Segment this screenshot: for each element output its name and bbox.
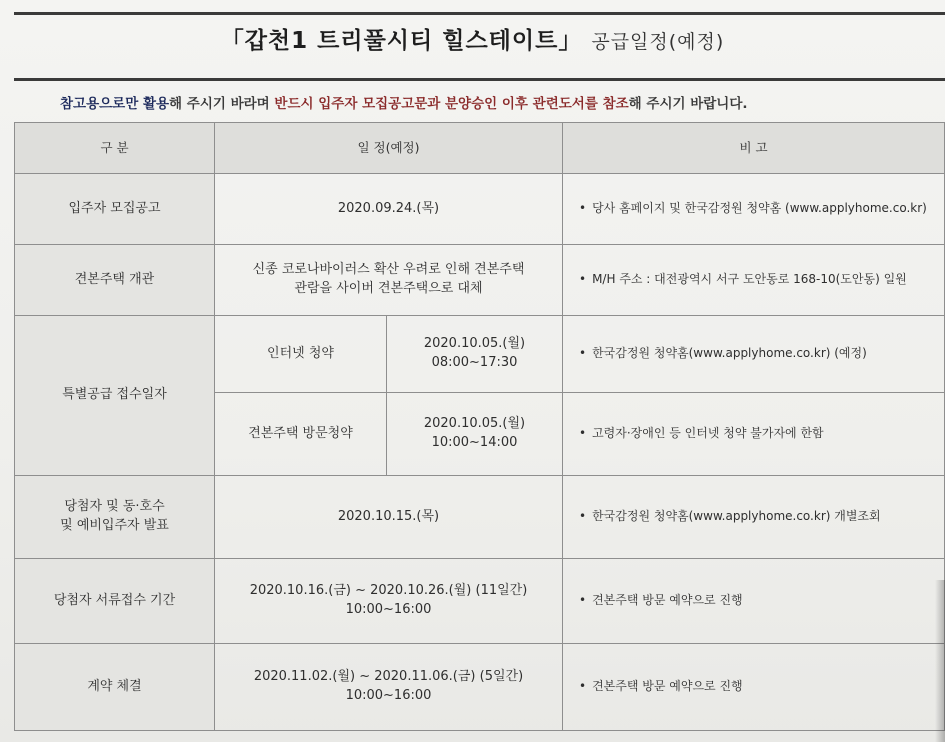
remark-text: 견본주택 방문 예약으로 진행	[592, 593, 743, 608]
header-remarks: 비 고	[563, 123, 945, 174]
schedule-line: 10:00~16:00	[345, 688, 432, 703]
bullet-icon: •	[579, 201, 587, 216]
remark-text: 한국감정원 청약홈(www.applyhome.co.kr) (예정)	[592, 346, 867, 361]
date-line: 2020.10.05.(월)	[423, 336, 526, 352]
bullet-icon: •	[579, 272, 587, 287]
title-underline	[14, 78, 945, 81]
row-label-documents: 당첨자 서류접수 기간	[15, 559, 215, 644]
schedule-line: 신종 코로나바이러스 확산 우려로 인해 견본주택	[252, 262, 525, 278]
row-schedule-documents	[215, 559, 563, 644]
label-line: 당첨자 및 동·호수	[64, 499, 165, 515]
row-remark-recruit	[563, 174, 945, 245]
row-remark-winners	[563, 476, 945, 559]
special-method-online: 인터넷 청약	[215, 316, 387, 393]
remark-text: M/H 주소 : 대전광역시 서구 도안동로 168-10(도안동) 일원	[592, 272, 907, 287]
row-label-recruit: 입주자 모집공고	[15, 174, 215, 245]
notice-part4: 해 주시기 바랍니다.	[628, 96, 748, 112]
page-edge-shadow	[935, 580, 945, 742]
row-label-special: 특별공급 접수일자	[15, 316, 215, 476]
table-row	[15, 476, 945, 559]
date-line: 2020.10.05.(월)	[423, 416, 526, 432]
table-header-row	[15, 123, 945, 174]
title-main: 「갑천1 트리풀시티 힐스테이트」	[220, 28, 583, 54]
remark-text: 한국감정원 청약홈(www.applyhome.co.kr) 개별조회	[592, 509, 881, 524]
table-row	[15, 245, 945, 316]
row-label-contract: 계약 체결	[15, 644, 215, 731]
remark-text: 당사 홈페이지 및 한국감정원 청약홈 (www.applyhome.co.kr)	[592, 201, 927, 216]
schedule-line: 10:00~16:00	[345, 602, 432, 617]
row-label-model-house: 견본주택 개관	[15, 245, 215, 316]
schedule-line: 관람을 사이버 견본주택으로 대체	[294, 281, 483, 296]
row-remark-special-visit	[563, 393, 945, 476]
schedule-line: 2020.11.02.(월) ~ 2020.11.06.(금) (5일간)	[253, 669, 524, 685]
special-date-visit	[387, 393, 563, 476]
header-category: 구 분	[15, 123, 215, 174]
notice-part1: 참고용으로만 활용	[60, 96, 170, 112]
row-schedule-contract	[215, 644, 563, 731]
row-remark-model-house	[563, 245, 945, 316]
row-remark-special-online	[563, 316, 945, 393]
table-row	[15, 316, 945, 393]
bullet-icon: •	[579, 426, 587, 441]
schedule-table	[14, 122, 945, 731]
bullet-icon: •	[579, 509, 587, 524]
row-schedule-winners: 2020.10.15.(목)	[215, 476, 563, 559]
remark-text: 고령자·장애인 등 인터넷 청약 불가자에 한함	[592, 426, 824, 441]
table-row	[15, 644, 945, 731]
title-suffix: 공급일정(예정)	[591, 31, 725, 53]
top-rule	[14, 12, 945, 15]
row-schedule-recruit: 2020.09.24.(목)	[215, 174, 563, 245]
table-row	[15, 559, 945, 644]
bullet-icon: •	[579, 346, 587, 361]
notice-part2: 해 주시기 바라며	[169, 96, 275, 112]
special-method-visit: 견본주택 방문청약	[215, 393, 387, 476]
row-remark-contract	[563, 644, 945, 731]
bullet-icon: •	[579, 679, 587, 694]
time-line: 10:00~14:00	[431, 435, 518, 450]
notice-part3: 반드시 입주자 모집공고문과 분양승인 이후 관련도서를 참조	[274, 96, 629, 112]
time-line: 08:00~17:30	[431, 355, 518, 370]
row-label-winners	[15, 476, 215, 559]
schedule-line: 2020.10.16.(금) ~ 2020.10.26.(월) (11일간)	[249, 583, 528, 599]
label-line: 및 예비입주자 발표	[60, 518, 169, 533]
bullet-icon: •	[579, 593, 587, 608]
header-schedule: 일 정(예정)	[215, 123, 563, 174]
table-row	[15, 174, 945, 245]
row-remark-documents	[563, 559, 945, 644]
special-date-online	[387, 316, 563, 393]
remark-text: 견본주택 방문 예약으로 진행	[592, 679, 743, 694]
row-schedule-model-house	[215, 245, 563, 316]
notice-text	[60, 92, 930, 112]
page-title	[0, 22, 945, 55]
